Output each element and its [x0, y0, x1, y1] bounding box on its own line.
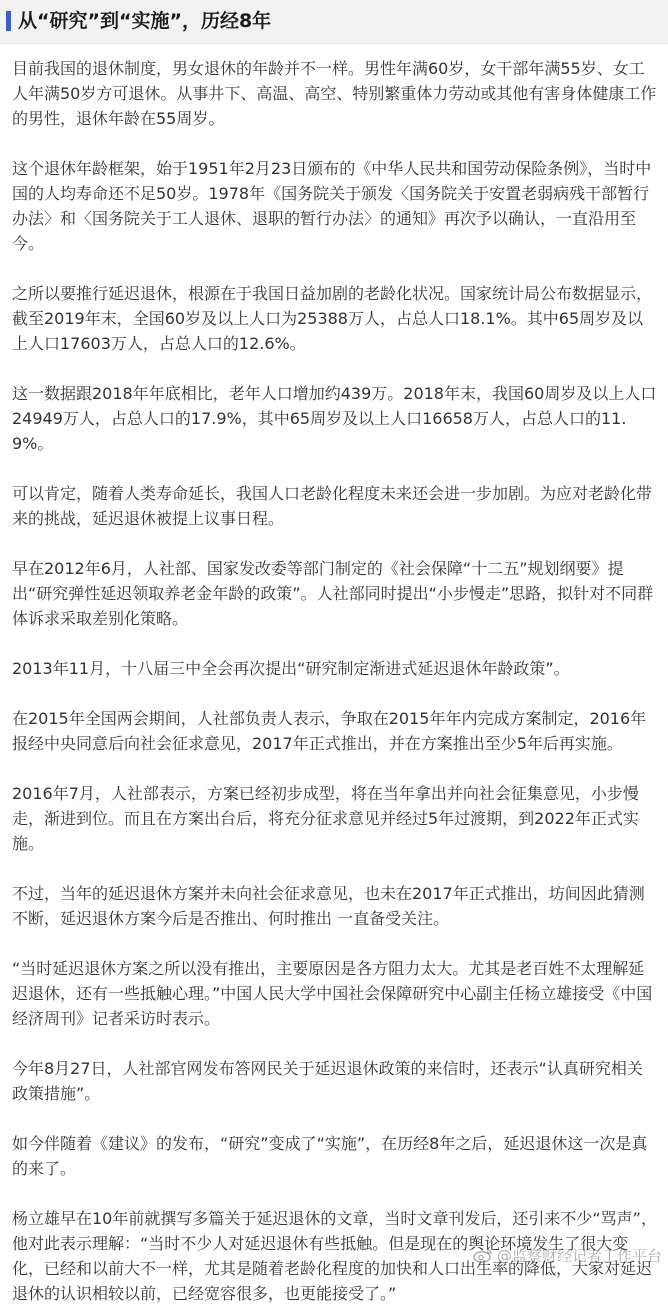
paragraph-7: 2013年11月，十八届三中全会再次提出“研究制定渐进式延迟退休年龄政策”。	[12, 659, 570, 678]
paragraph-3: 之所以要推行延迟退休，根源在于我国日益加剧的老龄化状况。国家统计局公布数据显示，截至2019年末，全国60岁及以上人口为25388万人，占总人口18.1%。其中65周岁及以上人口17603万人，占总人口的12.6%。	[12, 284, 653, 353]
watermark-text: @监察财经记者工作平台	[496, 1246, 662, 1265]
paragraph-4: 这一数据跟2018年年底相比，老年人口增加约439万。2018年末，我国60周岁及以上人口24949万人，占总人口的17.9%，其中65周岁及以上人口16658万人，占总人口的11.9%。	[12, 384, 657, 453]
article-section-header	[0, 0, 668, 44]
paragraph-2: 这个退休年龄框架，始于1951年2月23日颁布的《中华人民共和国劳动保险条例》，当时中国的人均寿命还不足50岁。1978年《国务院关于颁发〈国务院关于安置老弱病残干部暂行办法〉和〈国务院关于工人退休、退职的暂行办法〉的通知》再次予以确认，一直沿用至今。	[12, 159, 652, 253]
paragraph-12: 今年8月27日，人社部官网发布答网民关于延迟退休政策的来信时，还表示“认真研究相关政策措施”。	[12, 1059, 643, 1103]
section-title: 从“研究”到“实施”，历经8年	[18, 10, 272, 32]
article-body	[12, 56, 657, 1306]
paragraph-13: 如今伴随着《建议》的发布，“研究”变成了“实施”，在历经8年之后，延迟退休这一次是真的来了。	[12, 1134, 648, 1178]
weibo-watermark	[473, 1245, 662, 1265]
paragraph-1: 目前我国的退休制度，男女退休的年龄并不一样。男性年满60岁，女干部年满55岁、女工人年满50岁方可退休。从事井下、高温、高空、特别繁重体力劳动或其他有害身体健康工作的男性，退休年龄在55周岁。	[12, 59, 657, 128]
paragraph-10: 不过，当年的延迟退休方案并未向社会征求意见，也未在2017年正式推出，坊间因此猜测不断，延迟退休方案今后是否推出、何时推出 一直备受关注。	[12, 884, 645, 928]
paragraph-5: 可以肯定，随着人类寿命延长，我国人口老龄化程度未来还会进一步加剧。为应对老龄化带来的挑战，延迟退休被提上议事日程。	[12, 484, 653, 528]
paragraph-8: 在2015年全国两会期间，人社部负责人表示，争取在2015年年内完成方案制定，2016年报经中央同意后向社会征求意见，2017年正式推出，并在方案推出至少5年后再实施。	[12, 709, 647, 753]
paragraph-14: 杨立雄早在10年前就撰写多篇关于延迟退休的文章，当时文章刊发后，还引来不少“骂声”，他对此表示理解：“当时不少人对延迟退休有些抵触。但是现在的舆论环境发生了很大变化，已经和以前大不一样，尤其是随着老龄化程度的加快和人口出生率的降低，大家对延迟退休的认识相较以前，已经宽容很多，也更能接受了。”	[12, 1209, 657, 1303]
paragraph-6: 早在2012年6月，人社部、国家发改委等部门制定的《社会保障“十二五”规划纲要》提出“研究弹性延迟领取养老金年龄的政策”。人社部同时提出“小步慢走”思路，拟针对不同群体诉求采取差别化策略。	[12, 559, 654, 628]
paragraph-11: “当时延迟退休方案之所以没有推出，主要原因是各方阻力太大。尤其是老百姓不太理解延迟退休，还有一些抵触心理。”中国人民大学中国社会保障研究中心副主任杨立雄接受《中国经济周刊》记者采访时表示。	[12, 959, 653, 1028]
section-accent-bar	[6, 11, 11, 31]
weibo-icon	[473, 1247, 493, 1263]
paragraph-9: 2016年7月，人社部表示，方案已经初步成型，将在当年拿出并向社会征集意见，小步慢走，渐进到位。而且在方案出台后，将充分征求意见并经过5年过渡期，到2022年正式实施。	[12, 784, 639, 853]
